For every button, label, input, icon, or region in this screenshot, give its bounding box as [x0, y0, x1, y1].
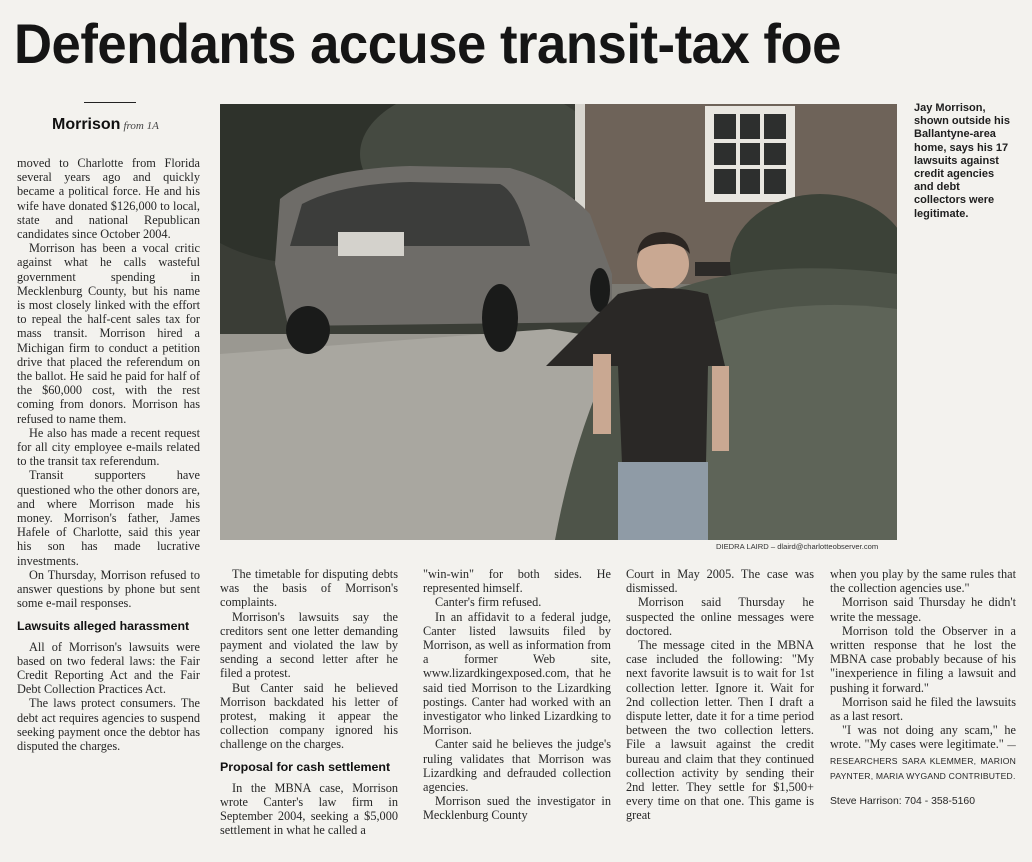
- paragraph: In the MBNA case, Morrison wrote Canter's law firm in September 2004, seeking a $5,000 settlement in what he called a: [220, 780, 398, 838]
- subhead-lawsuits: Lawsuits alleged harassment: [17, 618, 190, 633]
- photo-illustration: [220, 104, 897, 540]
- photo-morrison-outside-home: [220, 104, 897, 540]
- paragraph: Morrison's lawsuits say the creditors sent one letter demanding payment and violated the law by sending a second letter after he filed a protest.: [220, 609, 398, 681]
- paragraph: All of Morrison's lawsuits were based on two federal laws: the Fair Credit Reporting Act and the Fair Debt Collection Practices Act.: [17, 639, 200, 697]
- paragraph: Canter's firm refused.: [435, 595, 542, 610]
- paragraph: Canter said he believes the judge's ruling validates that Morrison was Lizardking and defrauded collection agencies.: [423, 737, 611, 795]
- paragraph: "win-win" for both sides. He represented himself.: [423, 567, 611, 596]
- column-3: [423, 567, 611, 847]
- headline: Defendants accuse transit-tax foe: [14, 12, 841, 75]
- paragraph: In an affidavit to a federal judge, Canter listed lawsuits filed by Morrison, as well as information from a former Web site, www.lizardkingexposed.com, that he said tied Morrison to the Lizardking postings. Canter had worked with an investigator who linked Lizardking to Morrison.: [423, 609, 611, 738]
- paragraph: Morrison said he filed the lawsuits as a last resort.: [830, 694, 1016, 724]
- column-5: [830, 567, 1016, 847]
- paragraph: The laws protect consumers. The debt act requires agencies to suspend seeking payment once the debtor has disputed the charges.: [17, 696, 200, 753]
- paragraph: Morrison sued the investigator in Mecklenburg County: [423, 794, 611, 823]
- paragraph: The message cited in the MBNA case included the following: "My next favorite lawsuit is to wait for 1st collection letter. Ignore it. Wait for 2nd collection letter. Then I draft a dispute letter, date it for a time period between the two collection letters. File a lawsuit against the credit bureau and claim that they continued collection activity by sending their 2nd letter. They settle for $1,500+ every time on that one. This game is great: [626, 638, 814, 823]
- paragraph: Morrison told the Observer in a written response that he lost the MBNA case probably because of his "inexperience in filing a lawsuit and pushing it forward.": [830, 623, 1016, 695]
- contributors-note: — RESEARCHERS SARA KLEMMER, MARION PAYNTER, MARIA WYGAND CONTRIBUTED.: [830, 740, 1016, 781]
- subhead-settlement: Proposal for cash settlement: [220, 759, 391, 774]
- paragraph: when you play by the same rules that the collection agencies use.": [830, 567, 1016, 596]
- quote-text: "I was not doing any scam," he wrote. "My cases were legitimate.": [830, 723, 1016, 752]
- jump-name: Morrison: [52, 116, 121, 133]
- paragraph: moved to Charlotte from Florida several years ago and quickly became a political force. He and his wife have donated $126,000 to local, state and national Republican candidates since October 2004.: [17, 156, 200, 242]
- paragraph: But Canter said he believed Morrison backdated his letter of protest, making it appear the collection company ignored his challenge on the charges.: [220, 680, 398, 752]
- jump-rule: [84, 102, 136, 103]
- paragraph: Morrison said Thursday he suspected the online messages were doctored.: [626, 595, 814, 638]
- jump-head: [52, 116, 159, 134]
- paragraph: He also has made a recent request for all city employee e-mails related to the transit tax referendum.: [17, 425, 200, 469]
- photo-caption: Jay Morrison, shown outside his Ballantyne-area home, says his 17 lawsuits against credit agencies and debt collectors were legitimate.: [914, 102, 1010, 220]
- paragraph: [830, 723, 1016, 783]
- paragraph: Morrison has been a vocal critic against what he calls wasteful government spending in Mecklenburg County, but his name is most closely linked with the effort to repeal the half-cent sales tax for mass transit. Morrison hired a Michigan firm to conduct a petition drive that placed the referendum on the ballot. He said he paid for half of the $60,000 cost, with the rest coming from donors. Morrison has refused to name them.: [17, 241, 200, 426]
- column-4: [626, 567, 814, 847]
- column-1: [17, 156, 200, 846]
- paragraph: The timetable for disputing debts was the basis of Morrison's complaints.: [220, 567, 398, 610]
- column-2: [220, 567, 398, 847]
- paragraph: Morrison said Thursday he didn't write the message.: [830, 595, 1016, 624]
- photo-credit: DIEDRA LAIRD – dlaird@charlotteobserver.com: [716, 542, 879, 551]
- paragraph: On Thursday, Morrison refused to answer questions by phone but sent some e-mail responses.: [17, 567, 200, 611]
- paragraph: Court in May 2005. The case was dismissed.: [626, 567, 814, 596]
- reporter-signoff: Steve Harrison: 704 - 358-5160: [830, 796, 975, 808]
- jump-from: from 1A: [123, 120, 159, 132]
- paragraph: Transit supporters have questioned who the other donors are, and where Morrison made his money. Morrison's father, James Hafele of Charlotte, said this year his son has made lucrative investments.: [17, 468, 200, 568]
